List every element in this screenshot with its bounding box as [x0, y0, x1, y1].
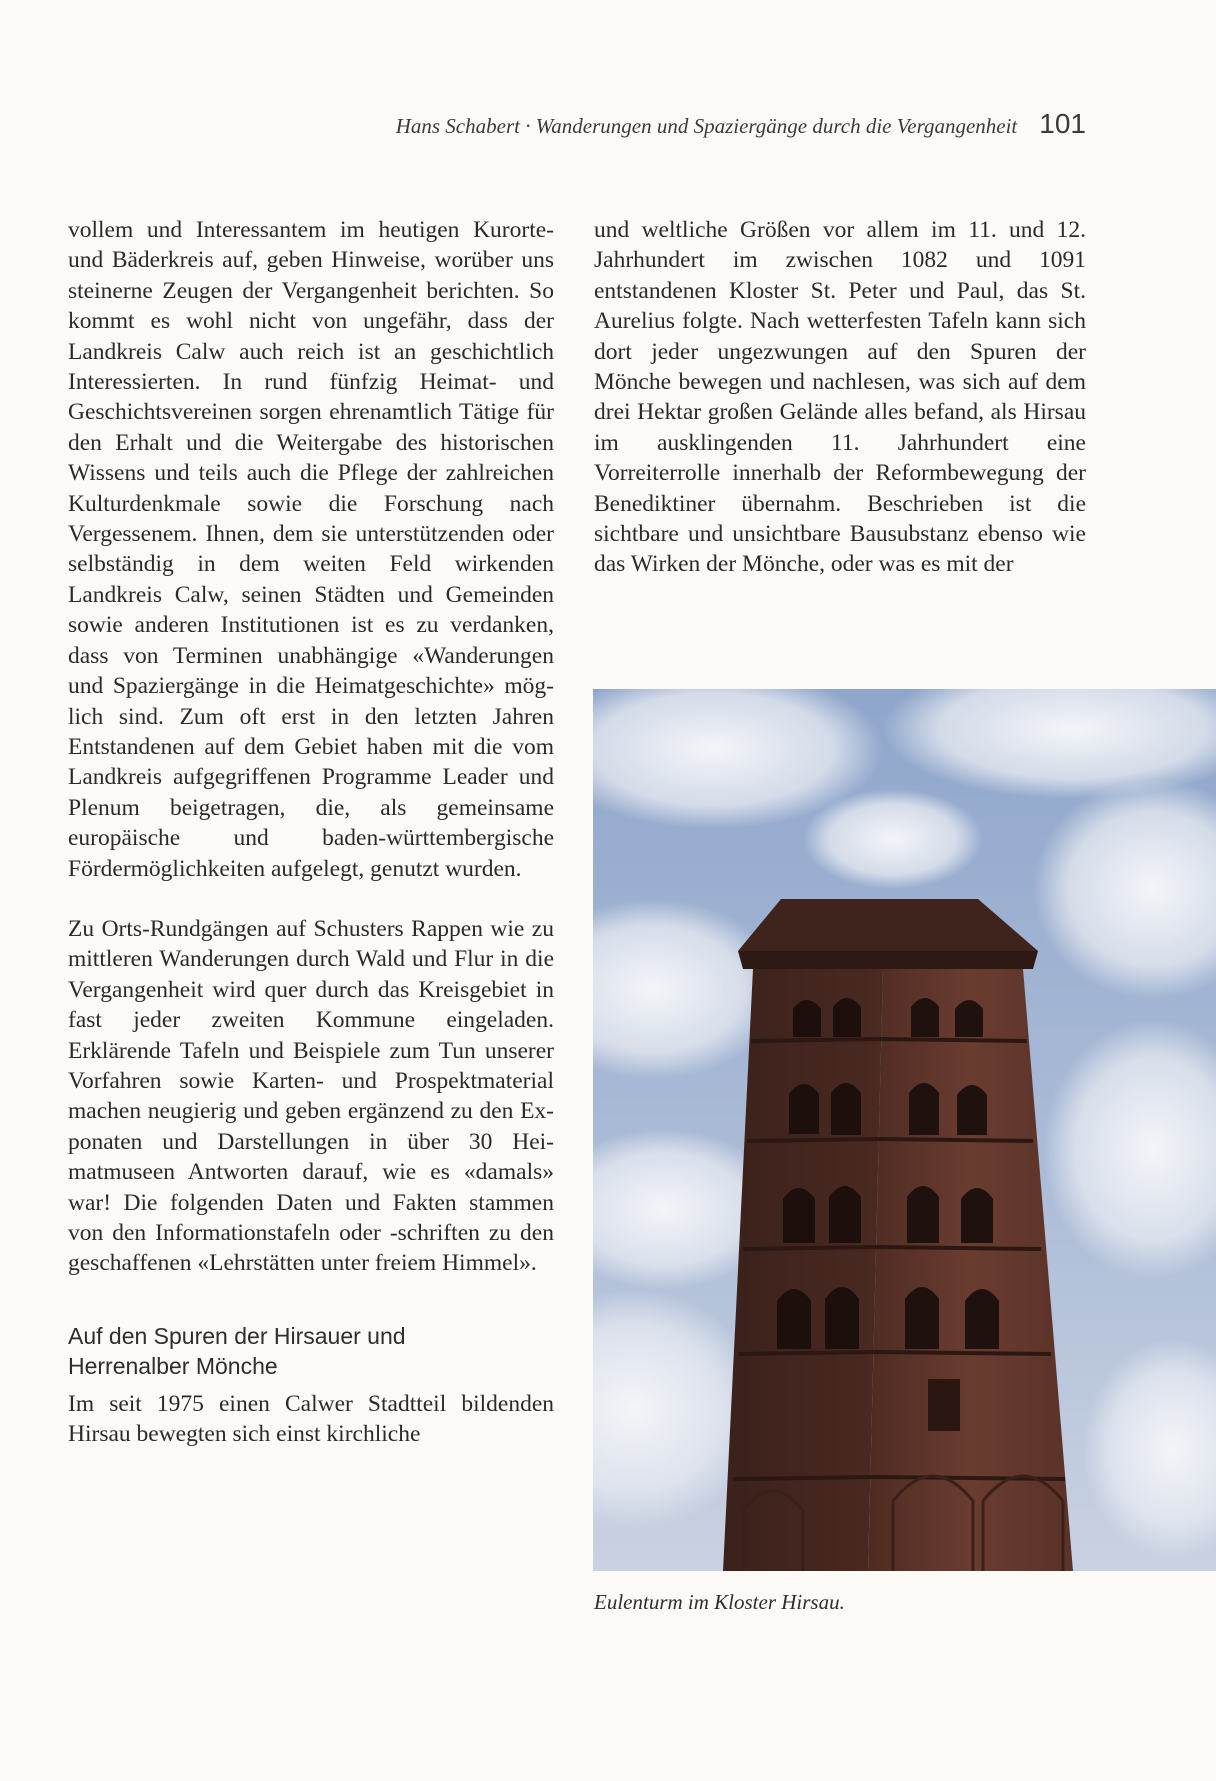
right-paragraph-1: und weltliche Größen vor allem im 11. und 12. Jahrhundert im zwischen 1082 und 1091 entstandenen Kloster St. Peter und Paul, das St. Aurelius folgte. Nach wetterfesten Tafeln kann sich dort jeder ungezwungen auf den Spuren der Mönche bewegen und nachlesen, was sich auf dem drei Hektar großen Gelände alles befand, als Hirsau im ausklingenden 11. Jahrhundert eine Vorreiterrolle innerhalb der Reformbewegung der Benediktiner übernahm. Beschrieben ist die sichtbare und unsichtbare Bausubstanz ebenso wie das Wirken der Mönche, oder was es mit der: [594, 217, 1086, 578]
right-column: [594, 215, 1086, 580]
header-title: Hans Schabert · Wanderungen und Spaziergänge durch die Vergangenheit: [395, 114, 1018, 138]
section-heading: [68, 1321, 554, 1381]
section-heading-line-2: Herrenalber Mönche: [68, 1352, 278, 1379]
page-number: 101: [1039, 108, 1086, 139]
left-paragraph-2: Zu Orts-Rundgängen auf Schusters Rappen wie zu mittleren Wanderungen durch Wald und Flur in die Vergangenheit wird quer durch das Kreisgebiet in fast jeder zweiten Kommune eingeladen. Erklärende Tafeln und Beispiele zum Tun unserer Vorfahren sowie Karten- und Prospektmaterial machen neugierig und geben ergänzend zu den Exponaten und Darstellungen in über 30 Heimatmuseen Antworten darauf, wie es «damals» war! Die folgenden Daten und Fakten stammen von den Informationstafeln oder -schriften zu den geschaffenen «Lehrstätten unter freiem Himmel».: [68, 915, 554, 1277]
section-heading-line-1: Auf den Spuren der Hirsauer und: [68, 1322, 406, 1349]
left-paragraph-1: vollem und Interessantem im heutigen Kurorte- und Bäderkreis auf, geben Hinweise, worüber uns steinerne Zeugen der Vergangenheit berichten. So kommt es wohl nicht von ungefähr, dass der Landkreis Calw auch reich ist an geschichtlich Interessierten. In rund fünfzig Heimat- und Geschichtsvereinen sorgen ehrenamtlich Tätige für den Erhalt und die Weitergabe des historischen Wissens und teils auch die Pflege der zahlreichen Kulturdenkmale sowie die Forschung nach Vergessenem. Ihnen, dem sie unterstützenden oder selbständig in dem weiten Feld wirkenden Landkreis Calw, seinen Städten und Gemeinden sowie anderen Institutionen ist es zu verdanken, dass von Terminen unabhängige «Wanderungen und Spaziergänge in die Heimatgeschichte» möglich sind. Zum oft erst in den letzten Jahren Entstandenen auf dem Gebiet haben mit die vom Landkreis aufgegriffenen Programme Leader und Plenum beigetragen, die, als gemeinsame europäische und baden-württembergische Fördermöglichkeiten aufgelegt, genutzt wurden.: [68, 217, 554, 882]
left-column: [68, 215, 554, 1450]
running-header: [260, 108, 1086, 140]
tower-photo-illustration: [593, 689, 1216, 1571]
figure-caption: Eulenturm im Kloster Hirsau.: [594, 1590, 845, 1614]
left-paragraph-3: Im seit 1975 einen Calwer Stadtteil bildenden Hirsau bewegten sich einst kirchliche: [68, 1390, 554, 1448]
tower-photo: [593, 689, 1216, 1571]
